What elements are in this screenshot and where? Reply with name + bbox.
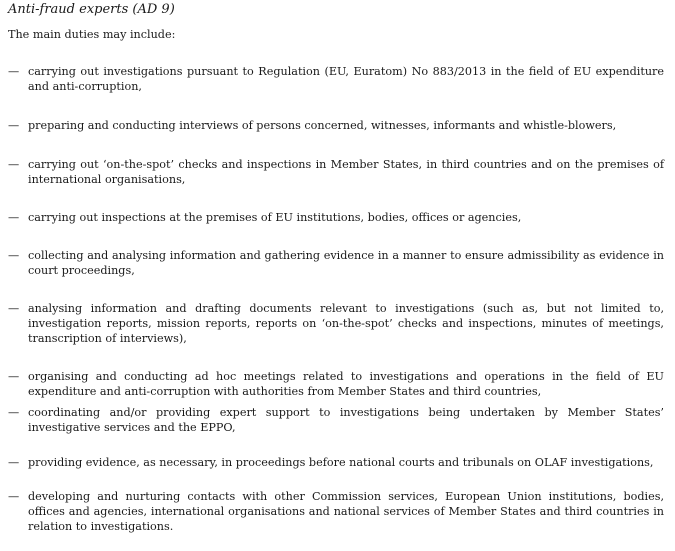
duty-item [8,118,664,133]
duty-item [8,369,664,399]
dash-bullet-icon: — [8,211,20,224]
duty-text: preparing and conducting interviews of persons concerned, witnesses, informants and whistle-blowers, [28,119,617,132]
intro-text: The main duties may include: [8,28,176,41]
dash-bullet-icon: — [8,406,20,419]
dash-bullet-icon: — [8,65,20,78]
dash-bullet-icon: — [8,490,20,503]
duty-text: organising and conducting ad hoc meetings related to investigations and operations in the field of EU expenditure and anti-corruption with authorities from Member States and third countries, [28,370,664,398]
duty-text: carrying out investigations pursuant to Regulation (EU, Euratom) No 883/2013 in the field of EU expenditure and anti-corruption, [28,65,664,93]
duty-item [8,210,664,225]
dash-bullet-icon: — [8,456,20,469]
dash-bullet-icon: — [8,370,20,383]
dash-bullet-icon: — [8,119,20,132]
dash-bullet-icon: — [8,158,20,171]
duty-item [8,455,664,470]
dash-bullet-icon: — [8,249,20,262]
duty-text: collecting and analysing information and gathering evidence in a manner to ensure admissibility as evidence in court proceedings, [28,249,664,277]
duty-item [8,157,664,187]
duty-text: developing and nurturing contacts with other Commission services, European Union institutions, bodies, offices and agencies, international organisations and national services of Member States and third countries in relation to investigations. [28,490,664,533]
duty-text: carrying out ‘on-the-spot’ checks and inspections in Member States, in third countries and on the premises of international organisations, [28,158,664,186]
duty-item [8,405,664,435]
section-heading: Anti-fraud experts (AD 9) [8,2,175,17]
duty-item [8,248,664,278]
duty-text: analysing information and drafting documents relevant to investigations (such as, but not limited to, investigation reports, mission reports, reports on ‘on-the-spot’ checks and inspections, minutes of meetings, transcription of interviews), [28,302,664,345]
duty-item [8,301,664,346]
duty-text: carrying out inspections at the premises of EU institutions, bodies, offices or agencies, [28,211,522,224]
duty-item [8,64,664,94]
duty-text: coordinating and/or providing expert support to investigations being undertaken by Member States’ investigative services and the EPPO, [28,406,664,434]
duty-text: providing evidence, as necessary, in proceedings before national courts and tribunals on OLAF investigations, [28,456,654,469]
duty-item [8,489,664,534]
dash-bullet-icon: — [8,302,20,315]
